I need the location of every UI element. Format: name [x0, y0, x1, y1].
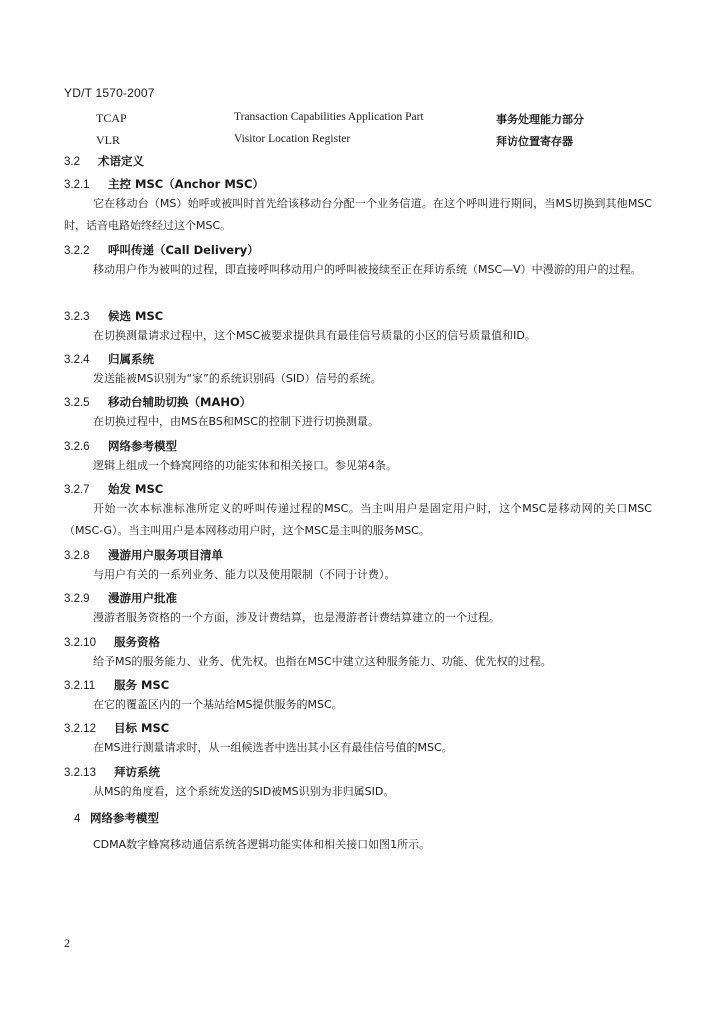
abbreviation-row: [96, 133, 656, 151]
section-number: 3.2.9: [64, 593, 90, 605]
section-number: 3.2.2: [64, 245, 90, 257]
section-number: 3.2.13: [64, 767, 96, 779]
section-heading: [64, 242, 259, 258]
section-heading: [64, 547, 223, 563]
section-body: 在切换测量请求过程中，这个MSC被要求提供具有最佳信号质量的小区的信号质量值和ID。: [93, 329, 536, 342]
section-title: 始发 MSC: [108, 482, 164, 496]
section-heading: [64, 308, 163, 324]
section-title: 术语定义: [98, 154, 144, 168]
section-title: 候选 MSC: [108, 309, 164, 323]
section-body: 逻辑上组成一个蜂窝网络的功能实体和相关接口。参见第4条。: [93, 459, 397, 472]
section-heading: [64, 764, 160, 780]
section-title: 服务 MSC: [114, 678, 170, 692]
section-body: 移动用户作为被叫的过程，即直接呼叫移动用户的呼叫被接续至正在拜访系统（MSC—V）中漫游的用户的过程。: [93, 263, 642, 276]
section-body: 漫游者服务资格的一个方面，涉及计费结算，也是漫游者计费结算建立的一个过程。: [93, 611, 500, 624]
section-body: 发送能被MS识别为“家”的系统识别码（SID）信号的系统。: [93, 372, 382, 385]
section-heading: [64, 634, 160, 650]
section-number: 3.2.6: [64, 441, 90, 453]
section-number: 3.2.1: [64, 179, 90, 191]
section-heading: [64, 176, 264, 192]
section-title: 网络参考模型: [108, 439, 177, 453]
section-title: 拜访系统: [114, 765, 160, 779]
abbreviation-english: Transaction Capabilities Application Part: [234, 111, 424, 123]
section-number: 3.2.3: [64, 311, 90, 323]
section-title: 漫游用户批准: [108, 591, 177, 605]
abbreviation-row: [96, 111, 656, 129]
section-title: 呼叫传递（Call Delivery）: [108, 243, 259, 257]
section-heading: [64, 677, 169, 693]
section-body: 在它的覆盖区内的一个基站给MS提供服务的MSC。: [93, 698, 343, 711]
section-number: 3.2.7: [64, 484, 90, 496]
section-number: 3.2.10: [64, 637, 96, 649]
section-title: 漫游用户服务项目清单: [108, 548, 223, 562]
section-body: 在切换过程中，由MS在BS和MSC的控制下进行切换测量。: [93, 415, 379, 428]
section-body: CDMA数字蜂窝移动通信系统各逻辑功能实体和相关接口如图1所示。: [93, 838, 431, 851]
page-number: 2: [64, 936, 70, 950]
abbreviation-chinese: 事务处理能力部分: [496, 113, 584, 126]
abbreviation-english: Visitor Location Register: [234, 133, 351, 145]
section-number: 3.2.4: [64, 354, 90, 366]
section-body: 从MS的角度看，这个系统发送的SID被MS识别为非归属SID。: [93, 785, 395, 798]
section-heading: [74, 810, 159, 826]
abbreviation-code: TCAP: [96, 111, 127, 125]
section-title: 归属系统: [108, 352, 154, 366]
section-heading: [64, 720, 169, 736]
section-body: 开始一次本标准标准所定义的呼叫传递过程的MSC。当主叫用户是固定用户时，这个MSC是移动网的关口MSC（MSC-G）。当主叫用户是本网移动用户时，这个MSC是主叫的服务MSC。: [64, 502, 652, 537]
section-title: 主控 MSC（Anchor MSC）: [108, 177, 265, 191]
section-title: 移动台辅助切换（MAHO）: [108, 395, 252, 409]
section-heading: [64, 153, 144, 169]
abbreviation-chinese: 拜访位置寄存器: [496, 135, 573, 148]
document-id: YD/T 1570-2007: [64, 86, 155, 100]
section-title: 服务资格: [114, 635, 160, 649]
section-number: 3.2.11: [64, 680, 96, 692]
abbreviation-code: VLR: [96, 133, 120, 147]
section-title: 网络参考模型: [90, 811, 159, 825]
section-heading: [64, 481, 163, 497]
section-heading: [64, 438, 177, 454]
section-heading: [64, 590, 177, 606]
section-body: 在MS进行测量请求时，从一组候选者中选出其小区有最佳信号值的MSC。: [93, 741, 453, 754]
section-body: 与用户有关的一系列业务、能力以及使用限制（不同于计费）。: [93, 568, 396, 581]
section-heading: [64, 394, 251, 410]
section-body: 给予MS的服务能力、业务、优先权。也指在MSC中建立这种服务能力、功能、优先权的过程。: [93, 655, 552, 668]
section-number: 4: [74, 813, 81, 825]
section-number: 3.2.8: [64, 550, 90, 562]
section-number: 3.2: [64, 156, 80, 168]
section-number: 3.2.5: [64, 397, 90, 409]
section-number: 3.2.12: [64, 723, 96, 735]
section-heading: [64, 351, 154, 367]
section-body: 它在移动台（MS）始呼或被叫时首先给该移动台分配一个业务信道。在这个呼叫进行期间，当MS切换到其他MSC时，话音电路始终经过这个MSC。: [64, 197, 652, 232]
section-title: 目标 MSC: [114, 721, 170, 735]
